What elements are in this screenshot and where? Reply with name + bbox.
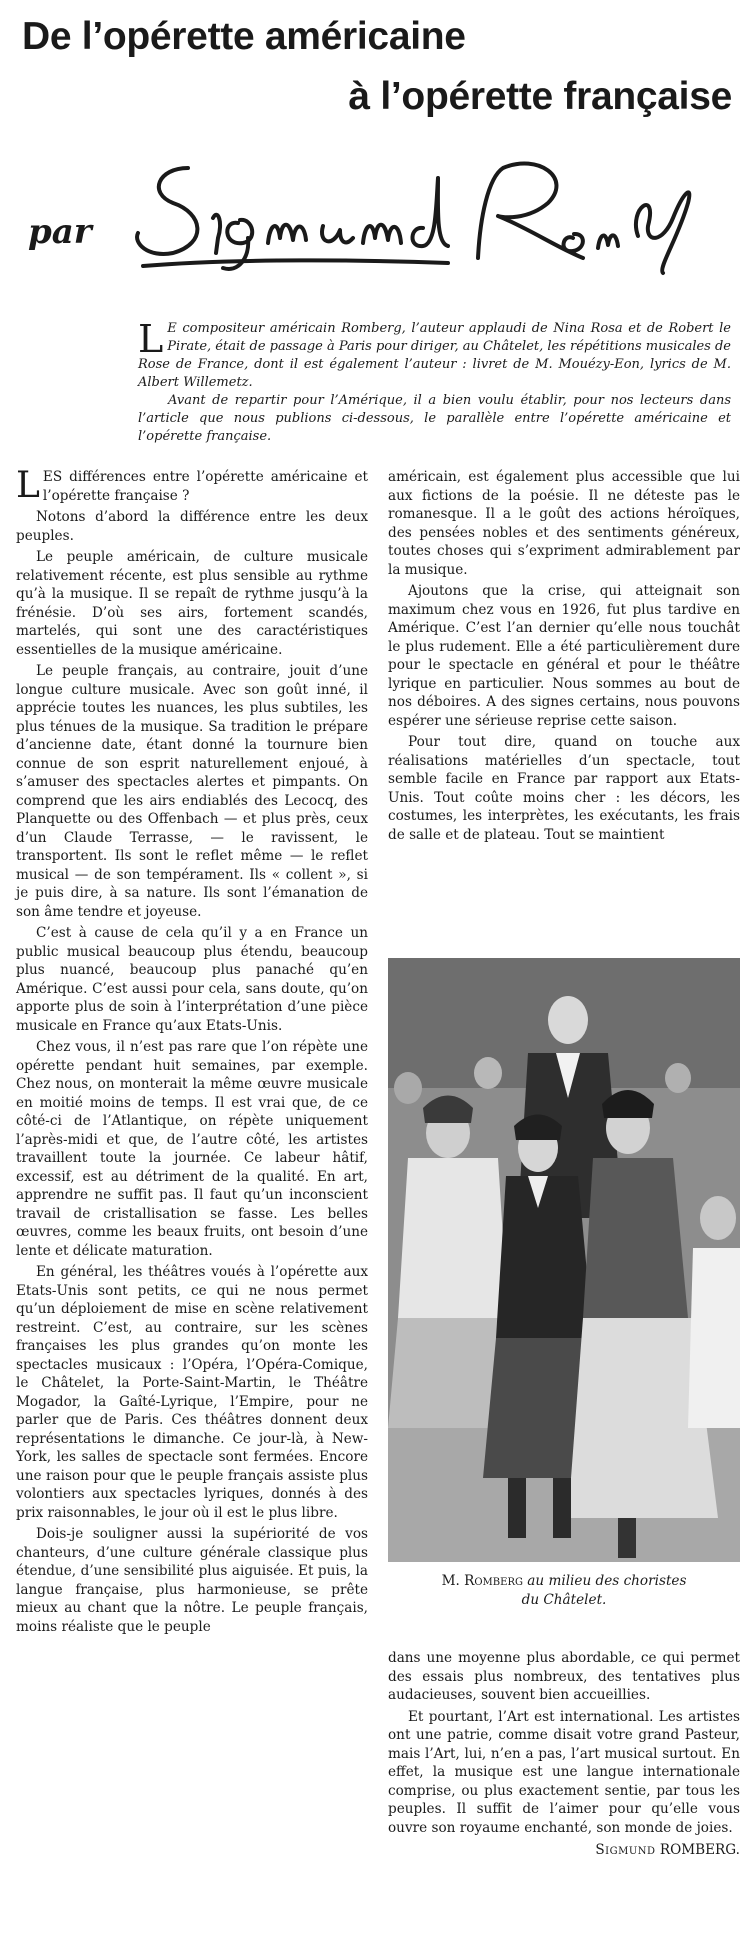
article-paragraph: dans une moyenne plus abordable, ce qui permet des essais plus nombreux, des tentatives plus audacieuses, souvent bien accueillies. (388, 1650, 740, 1703)
article-paragraph: Chez vous, il n’est pas rare que l’on répète une opérette pendant huit semaines, par exemple. Chez nous, on monterait la même œuvre musicale en moitié moins de temps. Il est vrai que, de ce côté-ci de l’Atlantique, on répète uniquement l’après-midi et que, de l’autre côté, les artistes travaillent toute la journée. Ce labeur hâtif, excessif, est au détriment de la qualité. En art, apprendre ne suffit pas. Il faut qu’un inconscient travail de cristallisation se fasse. Les belles œuvres, comme les beaux fruits, ont besoin d’une lente et délicate maturation. (16, 1039, 368, 1259)
article-dropcap: L (16, 465, 40, 506)
article-column-right-bottom (388, 1649, 740, 1860)
article-paragraph: Le peuple américain, de culture musicale relativement récente, est plus sensible au rythme qu’à la musique. Il se repaît de rythme jusqu’à la frénésie. D’où ses airs, fortement scandés, martelés, qui sont une des caractéristiques essentielles de la musique américaine. (16, 549, 368, 658)
article-paragraph: Et pourtant, l’Art est international. Les artistes ont une patrie, comme disait votre grand Pasteur, mais l’Art, lui, n’en a pas, l’art musical surtout. En effet, la musique est une langue internationale comprise, ou plus exactement sentie, par tous les peuples. Il suffit de l’aimer pour qu’elle vous ouvre son royaume enchanté, son monde de joies. (388, 1708, 740, 1836)
article-column-right-top (388, 468, 740, 847)
article-paragraph (16, 465, 368, 506)
caption-text-1: au milieu des choristes (522, 1573, 687, 1589)
headline-line-1: De l’opérette américaine (22, 15, 466, 58)
photo-caption (388, 1572, 740, 1610)
article-paragraph: En général, les théâtres voués à l’opérette aux Etats-Unis sont petits, ce qui ne nous permet qu’un déploiement de mise en scène relativement restreint. C’est, au contraire, sur les scènes françaises les plus grandes qu’on monte les spectacles musicaux : l’Opéra, l’Opéra-Comique, le Châtelet, la Porte-Saint-Martin, le Théâtre Mogador, la Gaîté-Lyrique, l’Empire, pour ne parler que de Paris. Ces théâtres donnent deux représentations le dimanche. Ce jour-là, à New-York, les salles de spectacle sont fermées. Encore une raison pour que le peuple français assiste plus volontiers aux spectacles lyriques, donnés à des prix raisonnables, le jour où il est le plus libre. (16, 1264, 368, 1521)
intro-dropcap: L (138, 317, 164, 361)
signoff-first-name: Sigmund (595, 1842, 656, 1858)
intro-paragraph-2: Avant de repartir pour l’Amérique, il a bien voulu établir, pour nos lecteurs dans l’article que nous publions ci-dessous, le parallèle entre l’opérette américaine et l’opérette française. (138, 393, 731, 444)
byline-prefix: par (28, 212, 92, 252)
signoff-last-name: ROMBERG. (659, 1842, 740, 1858)
intro-text-1: E compositeur américain Romberg, l’auteur applaudi de Nina Rosa et de Robert le Pirate, était de passage à Paris pour diriger, au Châtelet, les répétitions musicales de Rose de France, dont il est également l’auteur : livret de M. Mouézy-Eon, lyrics de M. Albert Willemetz. (138, 321, 731, 390)
article-column-left (16, 465, 368, 1639)
article-paragraph: américain, est également plus accessible que lui aux fictions de la poésie. Il ne déteste pas le romanesque. Il a le goût des actions héroïques, des pensées nobles et des sentiments généreux, toutes choses qui s’expriment admirablement par la musique. (388, 469, 740, 578)
article-signoff (388, 1841, 740, 1860)
article-paragraph: Notons d’abord la différence entre les deux peuples. (16, 509, 368, 544)
article-paragraph: Le peuple français, au contraire, jouit d’une longue culture musicale. Avec son goût inné, il apprécie toutes les nuances, les plus subtiles, les plus ténues de la musique. Sa tradition le prépare d’ancienne date, étant donné la tournure bien connue de son esprit naturellement enjoué, à s’amuser des spectacles alertes et pimpants. On comprend que les airs endiablés des Lecocq, des Planquette ou des Offenbach — et plus près, ceux d’un Claude Terrasse, — le ravissent, le transportent. Ils sont le reflet même — le reflet musical — de son tempérament. Ils « collent », si je puis dire, à sa nature. Ils sont l’émanation de son âme tendre et joyeuse. (16, 663, 368, 920)
article-paragraph: C’est à cause de cela qu’il y a en France un public musical beaucoup plus étendu, beaucoup plus nuancé, beaucoup plus panaché qu’en Amérique. C’est aussi pour cela, sans doute, qu’on apporte plus de soin à l’interprétation d’une pièce musicale en France qu’aux Etats-Unis. (16, 925, 368, 1034)
author-signature (118, 148, 698, 278)
choristers-photo (388, 958, 740, 1562)
introduction (138, 317, 731, 446)
article-paragraph: Dois-je souligner aussi la supériorité de vos chanteurs, d’une culture générale classique plus étendue, d’une sensibilité plus aiguisée. Et puis, la langue française, plus harmonieuse, se prête mieux au chant que la nôtre. Le peuple français, moins réaliste que le peuple (16, 1526, 368, 1635)
caption-name: M. Romberg (441, 1573, 523, 1589)
caption-text-2: du Châtelet. (521, 1592, 607, 1608)
headline-line-2: à l’opérette française (348, 75, 732, 118)
article-paragraph-text: ES différences entre l’opérette américaine et l’opérette française ? (42, 469, 368, 504)
article-paragraph: Pour tout dire, quand on touche aux réalisations matérielles d’un spectacle, tout semble facile en France par rapport aux Etats-Unis. Tout coûte moins cher : les décors, les costumes, les interprètes, les exécutants, les frais de salle et de plateau. Tout se maintient (388, 734, 740, 843)
intro-paragraph-1 (138, 317, 731, 392)
article-paragraph: Ajoutons que la crise, qui atteignait son maximum chez vous en 1926, fut plus tardive en Amérique. C’est l’an dernier qu’elle nous touchât le plus rudement. Elle a été particulièrement dure pour le spectacle en général et pour le théâtre lyrique en particulier. Nous sommes au bout de nos déboires. A des signes certains, nous pouvons espérer une sérieuse reprise cette saison. (388, 583, 740, 729)
